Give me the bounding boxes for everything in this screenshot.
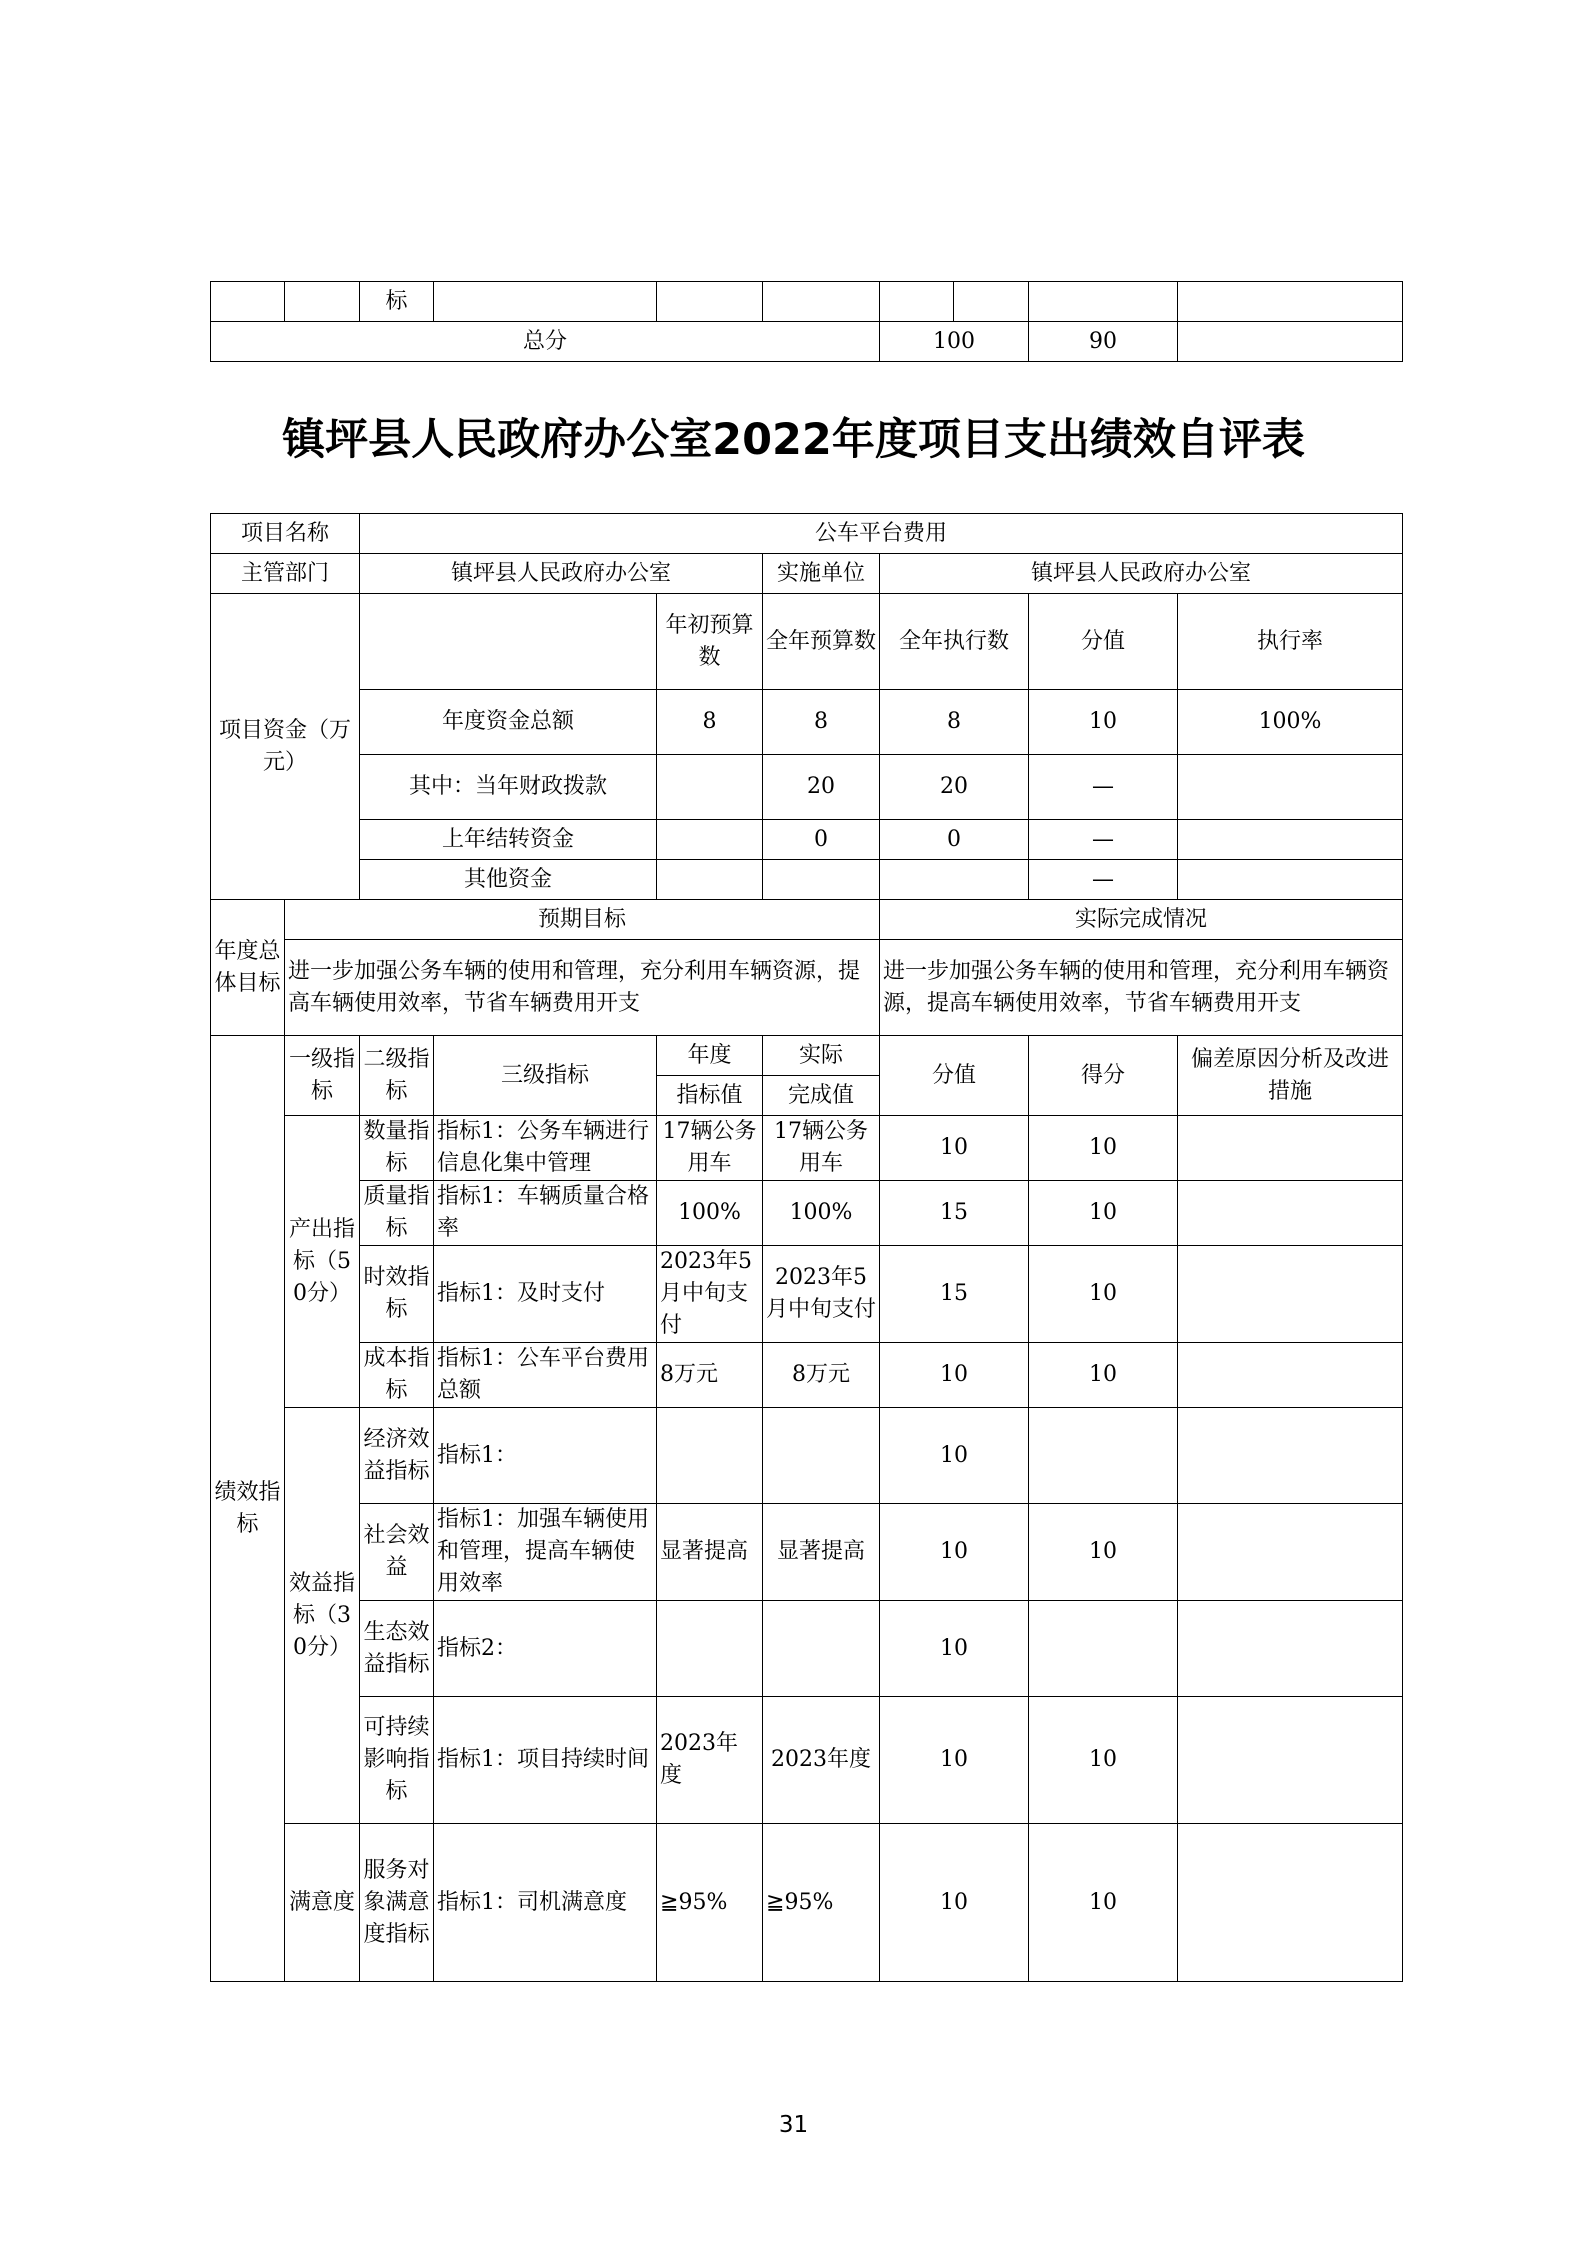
funds-label: 项目资金（万元） — [211, 594, 360, 900]
total-value: 100 — [880, 322, 1029, 362]
score-value: 10 — [880, 1504, 1029, 1601]
goals-row — [211, 940, 1403, 1036]
dept-label: 主管部门 — [211, 554, 360, 594]
perf-header: 完成值 — [763, 1076, 880, 1116]
actual-value: 2023年5月中旬支付 — [763, 1246, 880, 1343]
funds-cell: 8 — [880, 690, 1029, 755]
cell — [763, 282, 880, 322]
score: 10 — [1029, 1246, 1178, 1343]
funds-cell: — — [1029, 860, 1178, 900]
table-row — [211, 1181, 1403, 1246]
funds-cell: 20 — [880, 755, 1029, 820]
indicator-fragment: 标 — [360, 282, 434, 322]
goals-header-row — [211, 900, 1403, 940]
project-name-label: 项目名称 — [211, 514, 360, 554]
score: 10 — [1029, 1343, 1178, 1408]
score: 10 — [1029, 1181, 1178, 1246]
project-name-row — [211, 514, 1403, 554]
page-number: 31 — [778, 2112, 809, 2138]
funds-header: 执行率 — [1178, 594, 1403, 690]
project-name: 公车平台费用 — [360, 514, 1403, 554]
cell — [880, 282, 954, 322]
perf-header-row — [211, 1036, 1403, 1076]
cell — [1029, 282, 1178, 322]
funds-cell — [1178, 860, 1403, 900]
perf-header: 指标值 — [657, 1076, 763, 1116]
target-value: 100% — [657, 1181, 763, 1246]
deviation — [1178, 1601, 1403, 1697]
perf-header: 实际 — [763, 1036, 880, 1076]
deviation — [1178, 1181, 1403, 1246]
level3-indicator: 指标1：项目持续时间 — [434, 1697, 657, 1824]
actual-value: 8万元 — [763, 1343, 880, 1408]
funds-header: 分值 — [1029, 594, 1178, 690]
page-title: 镇坪县人民政府办公室2022年度项目支出绩效自评表 — [282, 415, 1305, 465]
funds-cell: 100% — [1178, 690, 1403, 755]
total-label: 总分 — [211, 322, 880, 362]
level2-indicator: 社会效益 — [360, 1504, 434, 1601]
score-value: 10 — [880, 1601, 1029, 1697]
cell — [360, 594, 657, 690]
level2-indicator: 经济效益指标 — [360, 1408, 434, 1504]
actual-value — [763, 1601, 880, 1697]
deviation — [1178, 1504, 1403, 1601]
score: 10 — [1029, 1504, 1178, 1601]
actual-value: 17辆公务用车 — [763, 1116, 880, 1181]
funds-cell: — — [1029, 755, 1178, 820]
deviation — [1178, 1116, 1403, 1181]
level2-indicator: 可持续影响指标 — [360, 1697, 434, 1824]
table-row — [211, 1824, 1403, 1982]
funds-cell — [880, 860, 1029, 900]
actual-label: 实际完成情况 — [880, 900, 1403, 940]
indicator-group: 效益指标（30分） — [285, 1408, 360, 1824]
table-row — [211, 1116, 1403, 1181]
score — [1029, 1601, 1178, 1697]
cell — [1178, 282, 1403, 322]
score-value: 10 — [880, 1697, 1029, 1824]
perf-header: 年度 — [657, 1036, 763, 1076]
funds-row — [211, 690, 1403, 755]
funds-cell: 10 — [1029, 690, 1178, 755]
level2-indicator: 数量指标 — [360, 1116, 434, 1181]
deviation — [1178, 1343, 1403, 1408]
funds-cell — [1178, 755, 1403, 820]
score: 10 — [1029, 1824, 1178, 1982]
previous-table-tail — [210, 281, 1403, 362]
indicator-group: 满意度 — [285, 1824, 360, 1982]
table-row — [211, 1504, 1403, 1601]
department-row — [211, 554, 1403, 594]
deviation — [1178, 1408, 1403, 1504]
target-value — [657, 1408, 763, 1504]
funds-cell: 0 — [763, 820, 880, 860]
level3-indicator: 指标1：车辆质量合格率 — [434, 1181, 657, 1246]
total-score: 90 — [1029, 322, 1178, 362]
level2-indicator: 服务对象满意度指标 — [360, 1824, 434, 1982]
level2-indicator: 质量指标 — [360, 1181, 434, 1246]
score-value: 10 — [880, 1824, 1029, 1982]
score: 10 — [1029, 1697, 1178, 1824]
funds-row-label: 年度资金总额 — [360, 690, 657, 755]
funds-cell — [763, 860, 880, 900]
cell — [434, 282, 657, 322]
target-value: ≧95% — [657, 1824, 763, 1982]
target-value: 8万元 — [657, 1343, 763, 1408]
impl-label: 实施单位 — [763, 554, 880, 594]
perf-header: 偏差原因分析及改进措施 — [1178, 1036, 1403, 1116]
cell — [657, 282, 763, 322]
score-value: 15 — [880, 1181, 1029, 1246]
funds-cell: 20 — [763, 755, 880, 820]
level3-indicator: 指标1：公务车辆进行信息化集中管理 — [434, 1116, 657, 1181]
funds-row-label: 其他资金 — [360, 860, 657, 900]
score-value: 15 — [880, 1246, 1029, 1343]
perf-header: 得分 — [1029, 1036, 1178, 1116]
level2-indicator: 时效指标 — [360, 1246, 434, 1343]
table-row — [211, 1697, 1403, 1824]
funds-cell: 8 — [763, 690, 880, 755]
evaluation-table — [210, 513, 1403, 1982]
perf-header: 一级指标 — [285, 1036, 360, 1116]
table-row — [211, 1343, 1403, 1408]
perf-header: 二级指标 — [360, 1036, 434, 1116]
funds-header: 全年执行数 — [880, 594, 1029, 690]
expected-goal: 进一步加强公务车辆的使用和管理，充分利用车辆资源，提高车辆使用效率，节省车辆费用开支 — [285, 940, 880, 1036]
funds-cell — [657, 820, 763, 860]
level3-indicator: 指标1： — [434, 1408, 657, 1504]
cell — [211, 282, 285, 322]
level2-indicator: 成本指标 — [360, 1343, 434, 1408]
expected-label: 预期目标 — [285, 900, 880, 940]
actual-value: ≧95% — [763, 1824, 880, 1982]
target-value: 2023年5月中旬支付 — [657, 1246, 763, 1343]
indicator-group: 产出指标（50分） — [285, 1116, 360, 1408]
actual-goal: 进一步加强公务车辆的使用和管理，充分利用车辆资源，提高车辆使用效率，节省车辆费用开支 — [880, 940, 1403, 1036]
perf-header: 三级指标 — [434, 1036, 657, 1116]
target-value: 17辆公务用车 — [657, 1116, 763, 1181]
cell — [1178, 322, 1403, 362]
funds-row — [211, 860, 1403, 900]
score-value: 10 — [880, 1408, 1029, 1504]
level3-indicator: 指标1：司机满意度 — [434, 1824, 657, 1982]
goals-label: 年度总体目标 — [211, 900, 285, 1036]
actual-value: 显著提高 — [763, 1504, 880, 1601]
impl: 镇坪县人民政府办公室 — [880, 554, 1403, 594]
level2-indicator: 生态效益指标 — [360, 1601, 434, 1697]
actual-value: 2023年度 — [763, 1697, 880, 1824]
target-value: 2023年度 — [657, 1697, 763, 1824]
deviation — [1178, 1246, 1403, 1343]
funds-header-row — [211, 594, 1403, 690]
funds-cell — [1178, 820, 1403, 860]
funds-cell: — — [1029, 820, 1178, 860]
dept: 镇坪县人民政府办公室 — [360, 554, 763, 594]
level3-indicator: 指标1：及时支付 — [434, 1246, 657, 1343]
actual-value: 100% — [763, 1181, 880, 1246]
perf-header: 分值 — [880, 1036, 1029, 1116]
table-row — [211, 1246, 1403, 1343]
funds-cell: 8 — [657, 690, 763, 755]
deviation — [1178, 1697, 1403, 1824]
perf-label: 绩效指标 — [211, 1036, 285, 1982]
table-row — [211, 1601, 1403, 1697]
funds-cell — [657, 860, 763, 900]
cell — [954, 282, 1029, 322]
funds-header: 年初预算数 — [657, 594, 763, 690]
target-value — [657, 1601, 763, 1697]
score-value: 10 — [880, 1116, 1029, 1181]
table-row — [211, 1408, 1403, 1504]
target-value: 显著提高 — [657, 1504, 763, 1601]
funds-cell: 0 — [880, 820, 1029, 860]
cell — [285, 282, 360, 322]
deviation — [1178, 1824, 1403, 1982]
funds-cell — [657, 755, 763, 820]
level3-indicator: 指标1：公车平台费用总额 — [434, 1343, 657, 1408]
funds-row — [211, 755, 1403, 820]
score-value: 10 — [880, 1343, 1029, 1408]
funds-header: 全年预算数 — [763, 594, 880, 690]
funds-row-label: 上年结转资金 — [360, 820, 657, 860]
score — [1029, 1408, 1178, 1504]
level3-indicator: 指标2： — [434, 1601, 657, 1697]
funds-row-label: 其中：当年财政拨款 — [360, 755, 657, 820]
funds-row — [211, 820, 1403, 860]
level3-indicator: 指标1：加强车辆使用和管理，提高车辆使用效率 — [434, 1504, 657, 1601]
score: 10 — [1029, 1116, 1178, 1181]
actual-value — [763, 1408, 880, 1504]
